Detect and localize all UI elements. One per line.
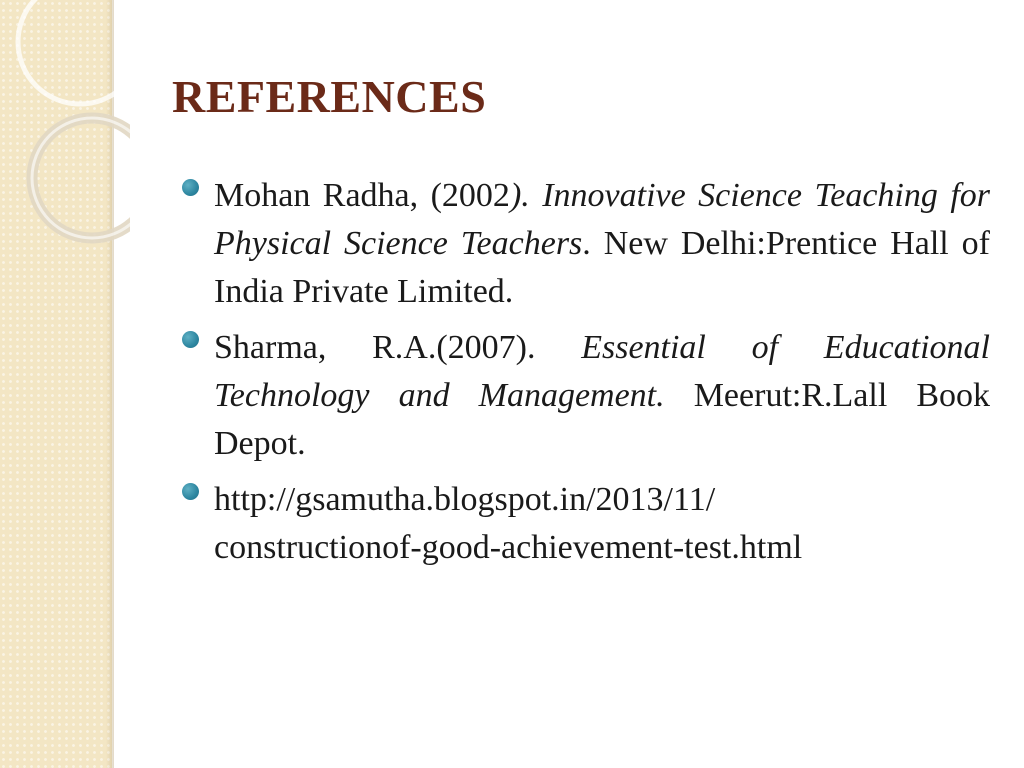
decorative-circle-large <box>18 0 130 104</box>
reference-title: Essential of Educational Technology and Management. <box>214 329 990 414</box>
reference-title: Innovative Science Teaching for Physical Science Teachers <box>214 177 991 262</box>
reference-item <box>178 324 990 468</box>
reference-publisher: . New Delhi:Prentice Hall of India Private Limited. <box>214 225 990 310</box>
reference-url-line-1[interactable]: http://gsamutha.blogspot.in/2013/11/ <box>214 481 716 518</box>
reference-list <box>178 172 990 580</box>
reference-url-line-2[interactable]: constructionof-good-achievement-test.html <box>214 529 803 566</box>
decorative-circle-ring <box>32 118 130 238</box>
reference-year-close: ). <box>509 177 530 214</box>
bullet-icon <box>182 179 199 196</box>
decorative-circles <box>0 0 130 260</box>
bullet-icon <box>182 331 199 348</box>
reference-authors: Mohan Radha, (2002 <box>214 177 510 214</box>
reference-publisher: Meerut:R.Lall Book Depot. <box>214 377 990 462</box>
bullet-icon <box>182 483 199 500</box>
reference-item <box>178 476 990 572</box>
reference-item <box>178 172 990 316</box>
slide-title: REFERENCES <box>172 71 487 122</box>
reference-authors: Sharma, R.A.(2007). <box>214 329 536 366</box>
